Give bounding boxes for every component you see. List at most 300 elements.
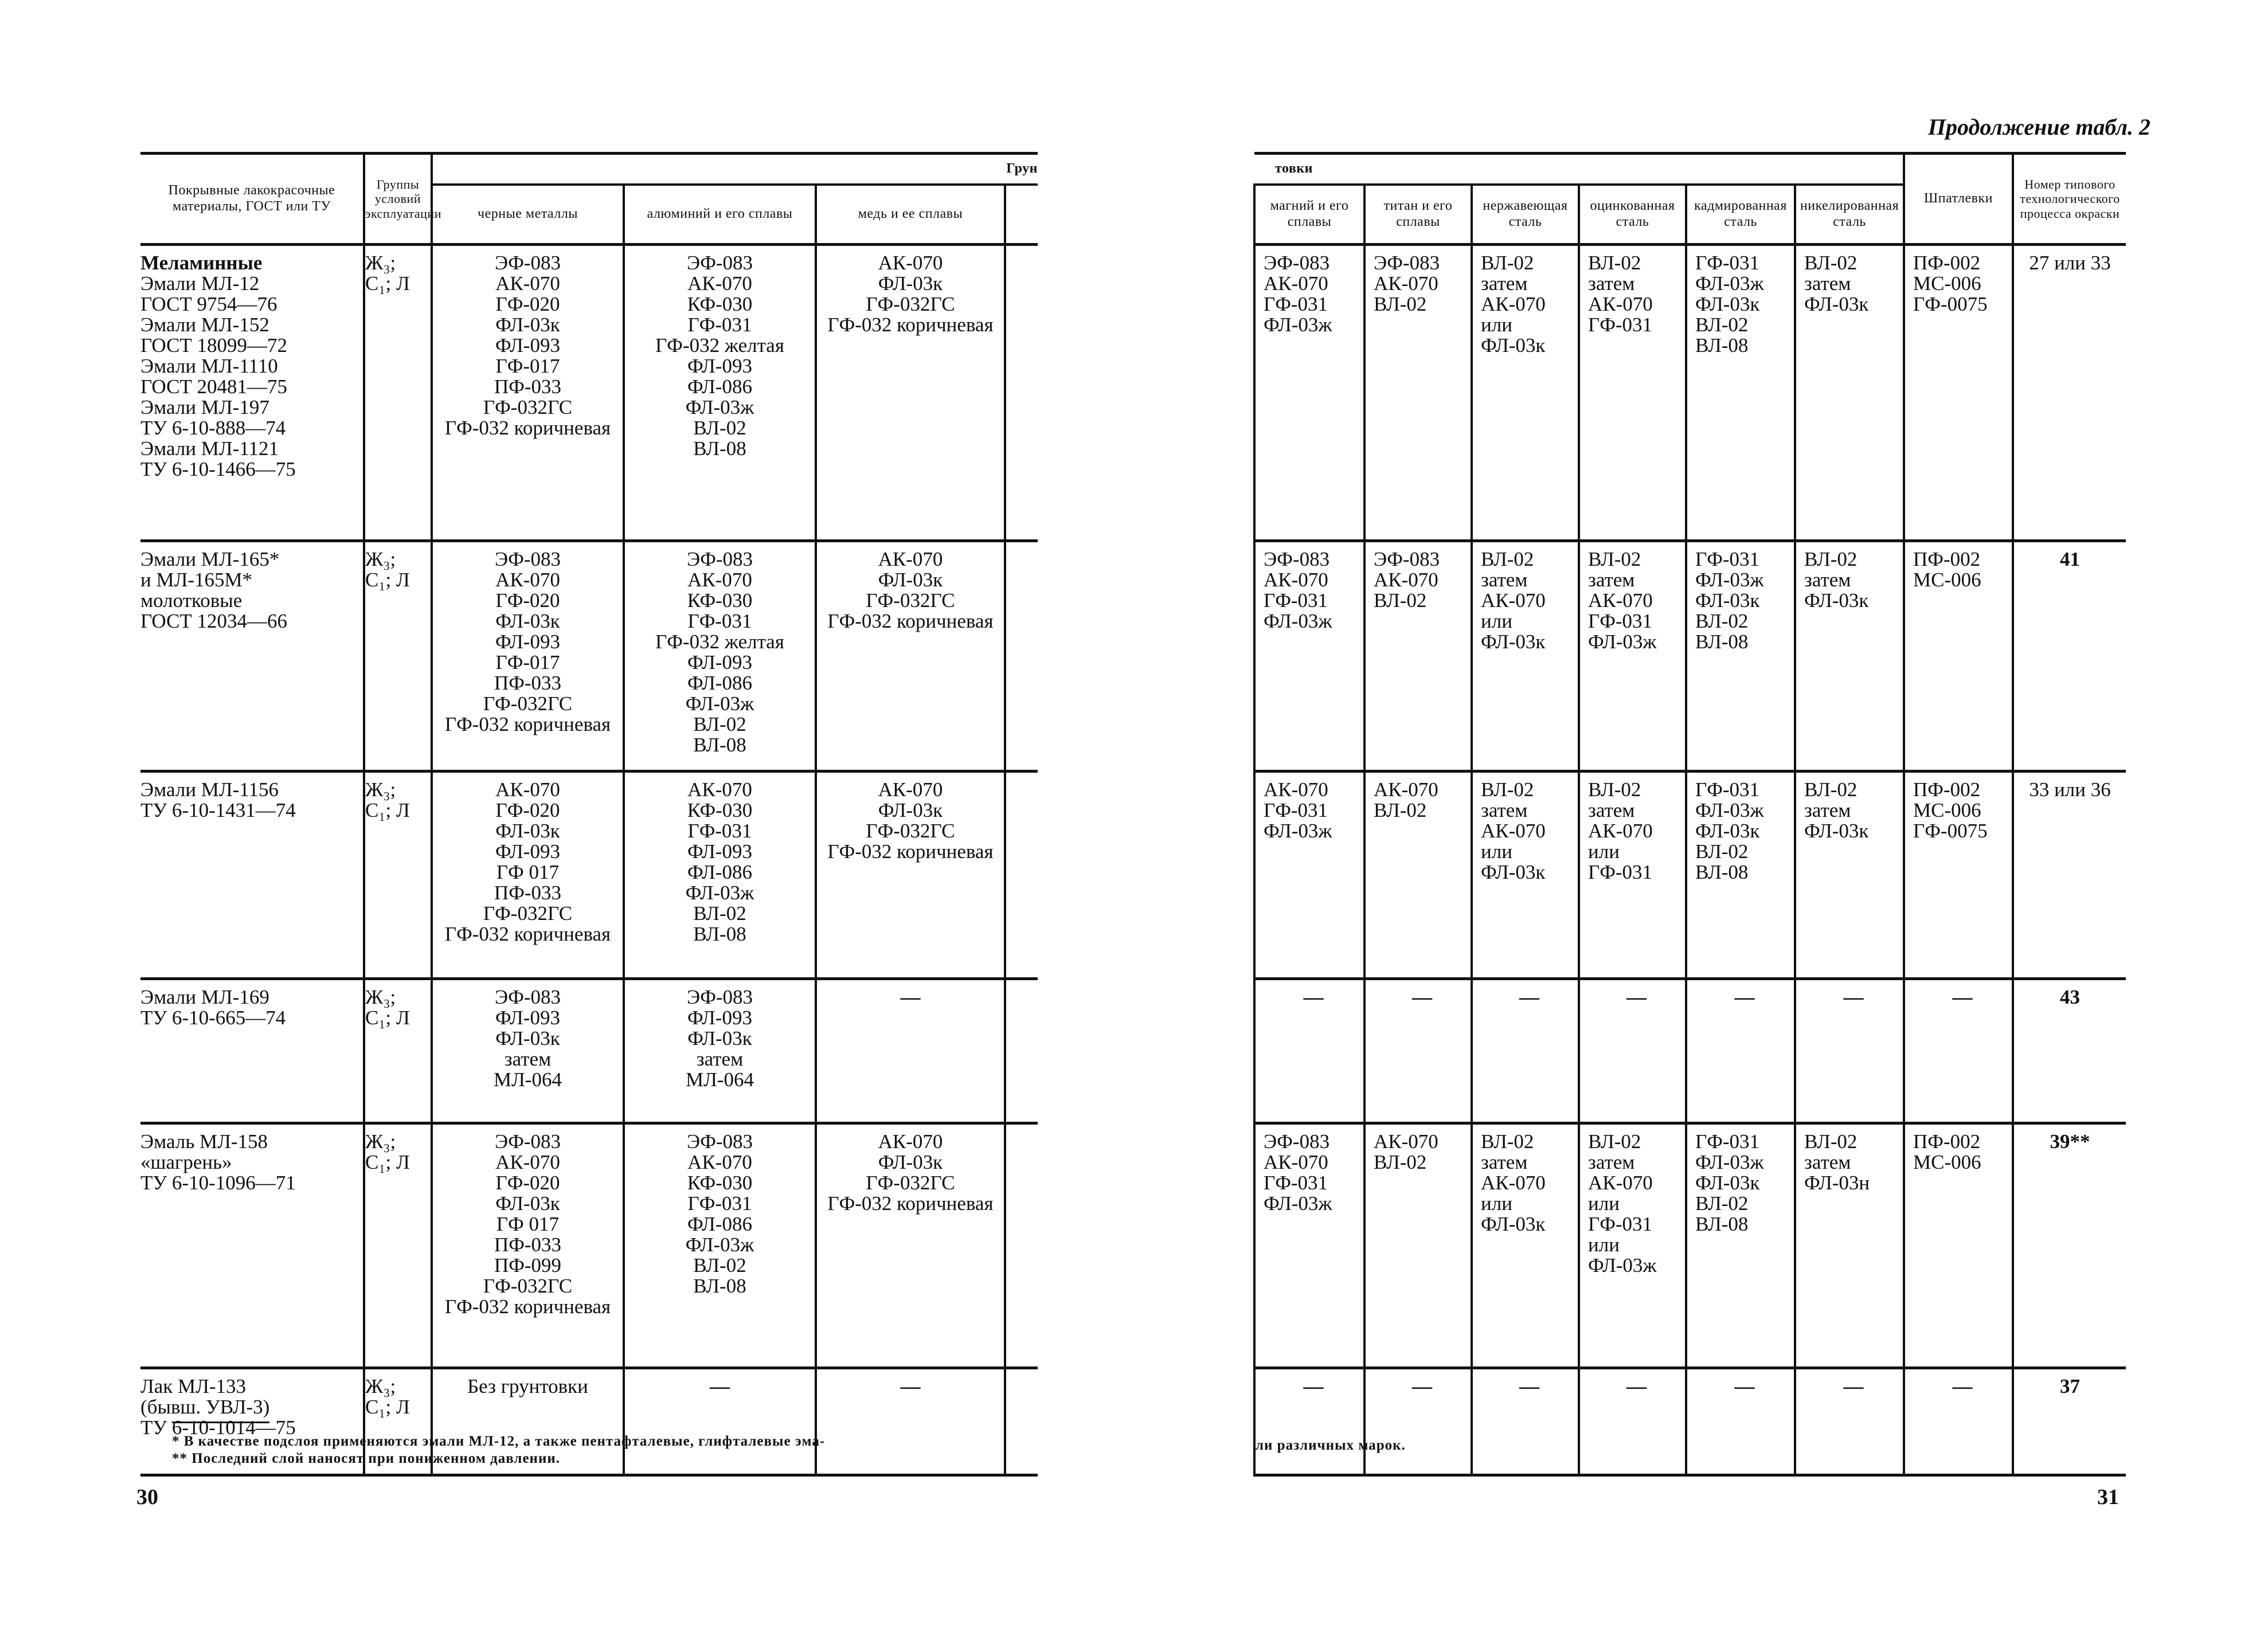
col-c3-cell <box>1472 245 1579 541</box>
col-c5-cell <box>1686 1123 1795 1368</box>
right-page <box>1134 0 2268 1625</box>
cell-line: Ж₃; <box>365 548 396 570</box>
group-cell <box>364 1123 432 1368</box>
header-primer-group-cont <box>1254 154 1904 185</box>
footnote-continuation: ли различных марок. <box>1256 1438 1406 1453</box>
cell-line: Меламинные <box>140 252 263 274</box>
col-c2-cell <box>1364 979 1472 1123</box>
cell-line: Эмали МЛ-12 <box>140 272 260 295</box>
material-cell <box>140 245 364 541</box>
cell-line: ГФ-032 коричневая <box>444 923 611 945</box>
cell-line: ГФ-031 <box>1695 778 1760 801</box>
cell-line: ГФ-031 <box>687 1192 752 1215</box>
header-materials: Покрывные лакокрасочные материалы, ГОСТ или ТУ <box>140 154 364 245</box>
cell-line: затем <box>1481 1151 1528 1173</box>
cell-line: АК-070 <box>687 569 752 591</box>
cell-line: ГФ 017 <box>496 1213 560 1235</box>
cell-line: ФЛ-093 <box>687 1007 752 1029</box>
cell-line: затем <box>504 1048 552 1070</box>
cell-line: ФЛ-03к <box>878 799 943 821</box>
cell-line: ГФ-031 <box>1588 861 1653 883</box>
cell-line: ГФ-031 <box>1588 314 1653 336</box>
cell-line: МЛ-064 <box>493 1068 562 1091</box>
cell-line: Ж₃; <box>365 1130 396 1153</box>
cell-line: ГФ-031 <box>1588 610 1653 632</box>
cell-line: МС-006 <box>1913 799 1981 821</box>
cell-line: ФЛ-093 <box>687 651 752 674</box>
cell-line: — <box>1626 1375 1647 1397</box>
col-c2-cell <box>1364 1368 1472 1475</box>
cell-line: ЭФ-083 <box>686 986 753 1008</box>
cell-line: — <box>1734 1375 1755 1397</box>
cell-line: ГФ-0075 <box>1913 820 1988 842</box>
cell-line: ГФ-020 <box>495 293 560 315</box>
aluminum-cell <box>624 541 816 772</box>
copper-cell <box>816 245 1005 541</box>
col-c3-cell <box>1472 979 1579 1123</box>
cell-line: ФЛ-086 <box>687 861 752 883</box>
cell-line: ГФ-032 желтая <box>655 334 784 357</box>
cell-line: ВЛ-02 <box>1695 840 1749 863</box>
material-cell <box>140 772 364 979</box>
cell-line: С₁; Л <box>365 799 410 821</box>
cell-line: затем <box>696 1048 744 1070</box>
page-number-right: 31 <box>2097 1485 2119 1509</box>
cell-line: — <box>1843 1375 1864 1397</box>
cell-line: затем <box>1588 1151 1635 1173</box>
copper-cell <box>816 979 1005 1123</box>
cell-line: ФЛ-093 <box>495 631 560 653</box>
cell-line: ПФ-033 <box>494 1234 562 1256</box>
cell-line: ФЛ-03ж <box>1264 610 1332 632</box>
cell-line: ГФ-031 <box>1264 589 1328 612</box>
cell-line: АК-070 <box>1264 569 1328 591</box>
col-c4-cell <box>1579 772 1686 979</box>
cell-line: АК-070 <box>1481 589 1546 612</box>
cell-line: ГОСТ 20481—75 <box>140 375 288 398</box>
black-metals-cell <box>432 245 624 541</box>
cell-line: ВЛ-02 <box>1588 1130 1641 1153</box>
cell-line: ФЛ-093 <box>687 840 752 863</box>
col-c8-cell <box>2013 1123 2126 1368</box>
cell-line: ФЛ-093 <box>495 1007 560 1029</box>
group-cell <box>364 245 432 541</box>
spacer-cell <box>1005 1368 1038 1475</box>
cell-line: АК-070 <box>1264 1151 1328 1173</box>
cell-line: затем <box>1588 569 1635 591</box>
col-c5-cell <box>1686 245 1795 541</box>
cell-line: ВЛ-02 <box>1374 293 1427 315</box>
header-spacer <box>1005 185 1038 245</box>
cell-line: АК-070 <box>495 1151 560 1173</box>
cell-line: или <box>1481 610 1512 632</box>
cell-line: ЭФ-083 <box>494 252 561 274</box>
cell-line: Эмали МЛ-1121 <box>140 437 279 460</box>
table-row <box>140 979 1038 1123</box>
cell-line: ФЛ-03к <box>687 1027 752 1050</box>
table-row <box>1254 1123 2126 1368</box>
cell-line: — <box>1952 986 1973 1008</box>
header-black-metals: черные металлы <box>432 185 624 245</box>
cell-line: ГФ-031 <box>1695 1130 1760 1153</box>
material-cell <box>140 979 364 1123</box>
cell-line: ФЛ-03к <box>1481 334 1546 357</box>
cell-line: ФЛ-03ж <box>1588 1254 1657 1276</box>
cell-line: ФЛ-03к <box>1695 589 1760 612</box>
cell-line: — <box>1519 1375 1539 1397</box>
cell-line: ГФ-031 <box>1588 1213 1653 1235</box>
cell-line: Эмали МЛ-165* <box>140 548 280 570</box>
page-number-left: 30 <box>136 1485 158 1509</box>
cell-line: ФЛ-03ж <box>1588 631 1657 653</box>
col-c6-cell <box>1795 541 1904 772</box>
cell-line: — <box>1303 1375 1324 1397</box>
col-c7-cell <box>1904 245 2013 541</box>
col-c6-cell <box>1795 1368 1904 1475</box>
left-table-body <box>140 245 1038 1475</box>
cell-line: ВЛ-08 <box>693 1275 746 1297</box>
cell-line: С₁; Л <box>365 1396 410 1418</box>
cell-line: ФЛ-03к <box>878 1151 943 1173</box>
header-copper: медь и ее сплавы <box>816 185 1005 245</box>
cell-line: ВЛ-08 <box>1695 861 1749 883</box>
cell-line: ЭФ-083 <box>1264 252 1330 274</box>
header-cadmium: кадмированная сталь <box>1686 185 1795 245</box>
spacer-cell <box>1005 772 1038 979</box>
cell-line: ГФ-031 <box>1264 799 1328 821</box>
cell-line: ВЛ-02 <box>1588 252 1641 274</box>
cell-line: ФЛ-03к <box>1695 820 1760 842</box>
cell-line: ГФ-032ГС <box>866 293 955 315</box>
group-cell <box>364 772 432 979</box>
cell-line: ПФ-033 <box>494 882 562 904</box>
col-c1-cell <box>1254 1123 1364 1368</box>
cell-line: ВЛ-02 <box>1804 1130 1858 1153</box>
cell-line: Ж₃; <box>365 778 396 801</box>
cell-line: или <box>1481 1192 1512 1215</box>
cell-line: ЭФ-083 <box>1374 252 1440 274</box>
cell-line: ФЛ-03к <box>1804 589 1869 612</box>
table-row <box>1254 979 2126 1123</box>
col-c7-cell <box>1904 1123 2013 1368</box>
cell-line: ВЛ-08 <box>693 437 746 460</box>
cell-line: (бывш. УВЛ-3) <box>140 1396 270 1418</box>
cell-line: затем <box>1804 1151 1851 1173</box>
cell-line: ФЛ-03ж <box>685 396 754 418</box>
material-cell <box>140 1123 364 1368</box>
group-cell <box>364 541 432 772</box>
col-c4-cell <box>1579 541 1686 772</box>
spacer-cell <box>1005 541 1038 772</box>
cell-line: — <box>1303 986 1324 1008</box>
cell-line: затем <box>1481 569 1528 591</box>
col-c3-cell <box>1472 772 1579 979</box>
footnote-2: ** Последний слой наносят при пониженном давлении. <box>172 1451 561 1466</box>
cell-line: ВЛ-08 <box>693 734 746 756</box>
cell-line: ГФ-032ГС <box>483 902 573 925</box>
cell-line: МЛ-064 <box>685 1068 754 1091</box>
spacer-cell <box>1005 245 1038 541</box>
col-c8-cell <box>2013 541 2126 772</box>
cell-line: ФЛ-03ж <box>1695 272 1764 295</box>
cell-line: или <box>1588 1234 1620 1256</box>
header-magnesium: магний и его сплавы <box>1254 185 1364 245</box>
cell-line: — <box>1843 986 1864 1008</box>
cell-line: 33 или 36 <box>2029 778 2111 801</box>
header-aluminum: алюминий и его сплавы <box>624 185 816 245</box>
cell-line: ФЛ-03к <box>1481 1213 1546 1235</box>
cell-line: МС-006 <box>1913 569 1981 591</box>
cell-line: ВЛ-02 <box>1588 778 1641 801</box>
cell-line: ФЛ-03ж <box>685 692 754 715</box>
cell-line: АК-070 <box>495 272 560 295</box>
cell-line: ФЛ-03к <box>1804 293 1869 315</box>
cell-line: ВЛ-02 <box>1481 548 1534 570</box>
table-row <box>140 772 1038 979</box>
cell-line: ФЛ-03к <box>1481 631 1546 653</box>
footnotes <box>172 1433 825 1467</box>
cell-line: ГФ-032 коричневая <box>827 840 994 863</box>
cell-line: ПФ-033 <box>494 672 562 694</box>
cell-line: ФЛ-03к <box>878 569 943 591</box>
cell-line: затем <box>1804 569 1851 591</box>
cell-line: ФЛ-03к <box>495 1027 560 1050</box>
footnote-1: * В качестве подслоя применяются эмали МЛ-12, а также пентафталевые, глифталевые эма- <box>172 1434 826 1449</box>
col-c5-cell <box>1686 541 1795 772</box>
black-metals-cell <box>432 1123 624 1368</box>
aluminum-cell <box>624 772 816 979</box>
header-titanium: титан и его сплавы <box>1364 185 1472 245</box>
cell-line: КФ-030 <box>687 1172 753 1194</box>
cell-line: ВЛ-02 <box>693 1254 746 1276</box>
cell-line: ТУ 6-10-888—74 <box>140 417 286 439</box>
cell-line: ВЛ-02 <box>1481 1130 1534 1153</box>
cell-line: ПФ-099 <box>494 1254 562 1276</box>
cell-line: ВЛ-02 <box>1695 314 1749 336</box>
cell-line: затем <box>1804 799 1851 821</box>
cell-line: АК-070 <box>1481 1172 1546 1194</box>
cell-line: ГФ-032ГС <box>866 589 955 612</box>
aluminum-cell <box>624 1123 816 1368</box>
cell-line: ВЛ-02 <box>1374 1151 1427 1173</box>
cell-line: ГФ-031 <box>687 820 752 842</box>
cell-line: ФЛ-03ж <box>685 882 754 904</box>
col-c3-cell <box>1472 1123 1579 1368</box>
cell-line: ФЛ-03к <box>1481 861 1546 883</box>
col-c7-cell <box>1904 1368 2013 1475</box>
cell-line: ГФ-0075 <box>1913 293 1988 315</box>
cell-line: затем <box>1804 272 1851 295</box>
cell-line: ВЛ-02 <box>1374 799 1427 821</box>
cell-line: — <box>1626 986 1647 1008</box>
cell-line: ГОСТ 12034—66 <box>140 610 288 632</box>
col-c7-cell <box>1904 772 2013 979</box>
cell-line: или <box>1481 314 1512 336</box>
col-c5-cell <box>1686 1368 1795 1475</box>
right-table <box>1253 152 2126 1477</box>
cell-line: 43 <box>2060 986 2081 1008</box>
col-c7-cell <box>1904 979 2013 1123</box>
cell-line: АК-070 <box>687 272 752 295</box>
cell-line: Эмаль МЛ-158 <box>140 1130 268 1153</box>
cell-line: Ж₃; <box>365 986 396 1008</box>
spacer-cell <box>1005 979 1038 1123</box>
cell-line: — <box>1952 1375 1973 1397</box>
col-c2-cell <box>1364 245 1472 541</box>
cell-line: ГФ-032 коричневая <box>444 713 611 735</box>
cell-line: ТУ 6-10-1096—71 <box>140 1172 296 1194</box>
col-c1-cell <box>1254 541 1364 772</box>
table-row <box>140 1123 1038 1368</box>
cell-line: ТУ 6-10-665—74 <box>140 1007 286 1029</box>
cell-line: ГФ-031 <box>1264 293 1328 315</box>
cell-line: ФЛ-03к <box>495 820 560 842</box>
cell-line: Ж₃; <box>365 1375 396 1397</box>
cell-line: ЭФ-083 <box>1264 548 1330 570</box>
header-nickel: никелированная сталь <box>1795 185 1904 245</box>
black-metals-cell <box>432 979 624 1123</box>
cell-line: ФЛ-086 <box>687 375 752 398</box>
col-c2-cell <box>1364 772 1472 979</box>
cell-line: ВЛ-08 <box>1695 1213 1749 1235</box>
cell-line: С₁; Л <box>365 569 410 591</box>
cell-line: АК-070 <box>878 252 943 274</box>
cell-line: АК-070 <box>1481 820 1546 842</box>
copper-cell <box>816 541 1005 772</box>
col-c3-cell <box>1472 1368 1579 1475</box>
col-c6-cell <box>1795 979 1904 1123</box>
cell-line: АК-070 <box>1588 1172 1653 1194</box>
col-c4-cell <box>1579 1368 1686 1475</box>
cell-line: ВЛ-02 <box>1374 589 1427 612</box>
cell-line: ГФ-031 <box>1264 1172 1328 1194</box>
spacer-cell <box>1005 1123 1038 1368</box>
header-primer-group <box>432 154 1038 185</box>
table-row <box>1254 245 2126 541</box>
cell-line: ФЛ-093 <box>495 334 560 357</box>
cell-line: АК-070 <box>878 1130 943 1153</box>
cell-line: ФЛ-093 <box>687 355 752 377</box>
cell-line: затем <box>1481 272 1528 295</box>
col-c8-cell <box>2013 979 2126 1123</box>
cell-line: ТУ 6-10-1466—75 <box>140 458 296 480</box>
cell-line: — <box>1412 1375 1432 1397</box>
cell-line: С₁; Л <box>365 1151 410 1173</box>
cell-line: ГФ-032ГС <box>866 820 955 842</box>
col-c1-cell <box>1254 979 1364 1123</box>
aluminum-cell <box>624 979 816 1123</box>
cell-line: ПФ-002 <box>1913 548 1981 570</box>
cell-line: — <box>1412 986 1432 1008</box>
col-c8-cell <box>2013 1368 2126 1475</box>
cell-line: КФ-030 <box>687 589 753 612</box>
cell-line: МС-006 <box>1913 272 1981 295</box>
cell-line: ГФ-032 коричневая <box>827 314 994 336</box>
cell-line: Лак МЛ-133 <box>140 1375 247 1397</box>
cell-line: ГФ-032ГС <box>866 1172 955 1194</box>
cell-line: АК-070 <box>1264 778 1328 801</box>
col-c2-cell <box>1364 1123 1472 1368</box>
cell-line: ГФ-032 коричневая <box>444 417 611 439</box>
cell-line: ГФ-031 <box>1695 548 1760 570</box>
cell-line: ГФ-032 желтая <box>655 631 784 653</box>
header-stainless: нержавеющая сталь <box>1472 185 1579 245</box>
cell-line: АК-070 <box>687 1151 752 1173</box>
cell-line: Эмали МЛ-152 <box>140 314 269 336</box>
cell-line: ГФ-032ГС <box>483 692 573 715</box>
cell-line: ГФ-017 <box>495 651 560 674</box>
table-row <box>140 541 1038 772</box>
col-c4-cell <box>1579 1123 1686 1368</box>
cell-line: ПФ-002 <box>1913 778 1981 801</box>
cell-line: ВЛ-02 <box>1481 778 1534 801</box>
cell-line: затем <box>1588 272 1635 295</box>
col-c5-cell <box>1686 979 1795 1123</box>
cell-line: ВЛ-02 <box>1804 252 1858 274</box>
cell-line: ВЛ-02 <box>1481 252 1534 274</box>
cell-line: 39** <box>2050 1130 2090 1153</box>
cell-line: ГФ-020 <box>495 589 560 612</box>
cell-line: — <box>900 1375 921 1397</box>
cell-line: или <box>1588 840 1620 863</box>
group-cell <box>364 979 432 1123</box>
cell-line: или <box>1588 1192 1620 1215</box>
cell-line: ГФ-031 <box>687 314 752 336</box>
cell-line: АК-070 <box>1588 293 1653 315</box>
cell-line: ВЛ-02 <box>1804 548 1858 570</box>
material-cell <box>140 541 364 772</box>
col-c4-cell <box>1579 245 1686 541</box>
col-c6-cell <box>1795 1123 1904 1368</box>
cell-line: ГФ-031 <box>1695 252 1760 274</box>
cell-line: ЭФ-083 <box>686 252 753 274</box>
cell-line: затем <box>1481 799 1528 821</box>
col-c8-cell <box>2013 772 2126 979</box>
col-c8-cell <box>2013 245 2126 541</box>
cell-line: затем <box>1588 799 1635 821</box>
header-groups: Группы условий эксплуатации <box>364 154 432 245</box>
cell-line: ВЛ-02 <box>1695 1192 1749 1215</box>
cell-line: — <box>710 1375 730 1397</box>
cell-line: ГФ-020 <box>495 799 560 821</box>
cell-line: КФ-030 <box>687 293 753 315</box>
cell-line: АК-070 <box>878 548 943 570</box>
cell-line: ГФ-032 коричневая <box>827 610 994 632</box>
cell-line: ФЛ-03к <box>495 1192 560 1215</box>
col-c1-cell <box>1254 1368 1364 1475</box>
cell-line: ФЛ-03к <box>1695 1172 1760 1194</box>
col-c6-cell <box>1795 772 1904 979</box>
table-continuation-caption: Продолжение табл. 2 <box>1927 114 2150 140</box>
cell-line: ВЛ-02 <box>693 713 746 735</box>
table-row <box>140 245 1038 541</box>
cell-line: Эмали МЛ-1156 <box>140 778 279 801</box>
left-table <box>140 152 1038 1477</box>
cell-line: или <box>1481 840 1512 863</box>
header-primer-cont-label: товки <box>1275 161 1313 177</box>
cell-line: 37 <box>2060 1375 2081 1397</box>
cell-line: Без грунтовки <box>467 1375 588 1397</box>
cell-line: АК-070 <box>1374 272 1438 295</box>
cell-line: ЭФ-083 <box>686 1130 753 1153</box>
cell-line: ВЛ-08 <box>1695 631 1749 653</box>
cell-line: С₁; Л <box>365 272 410 295</box>
cell-line: Эмали МЛ-169 <box>140 986 269 1008</box>
cell-line: ЭФ-083 <box>494 548 561 570</box>
copper-cell <box>816 1368 1005 1475</box>
header-primer-label: Грун <box>1006 161 1038 177</box>
cell-line: ЭФ-083 <box>1374 548 1440 570</box>
